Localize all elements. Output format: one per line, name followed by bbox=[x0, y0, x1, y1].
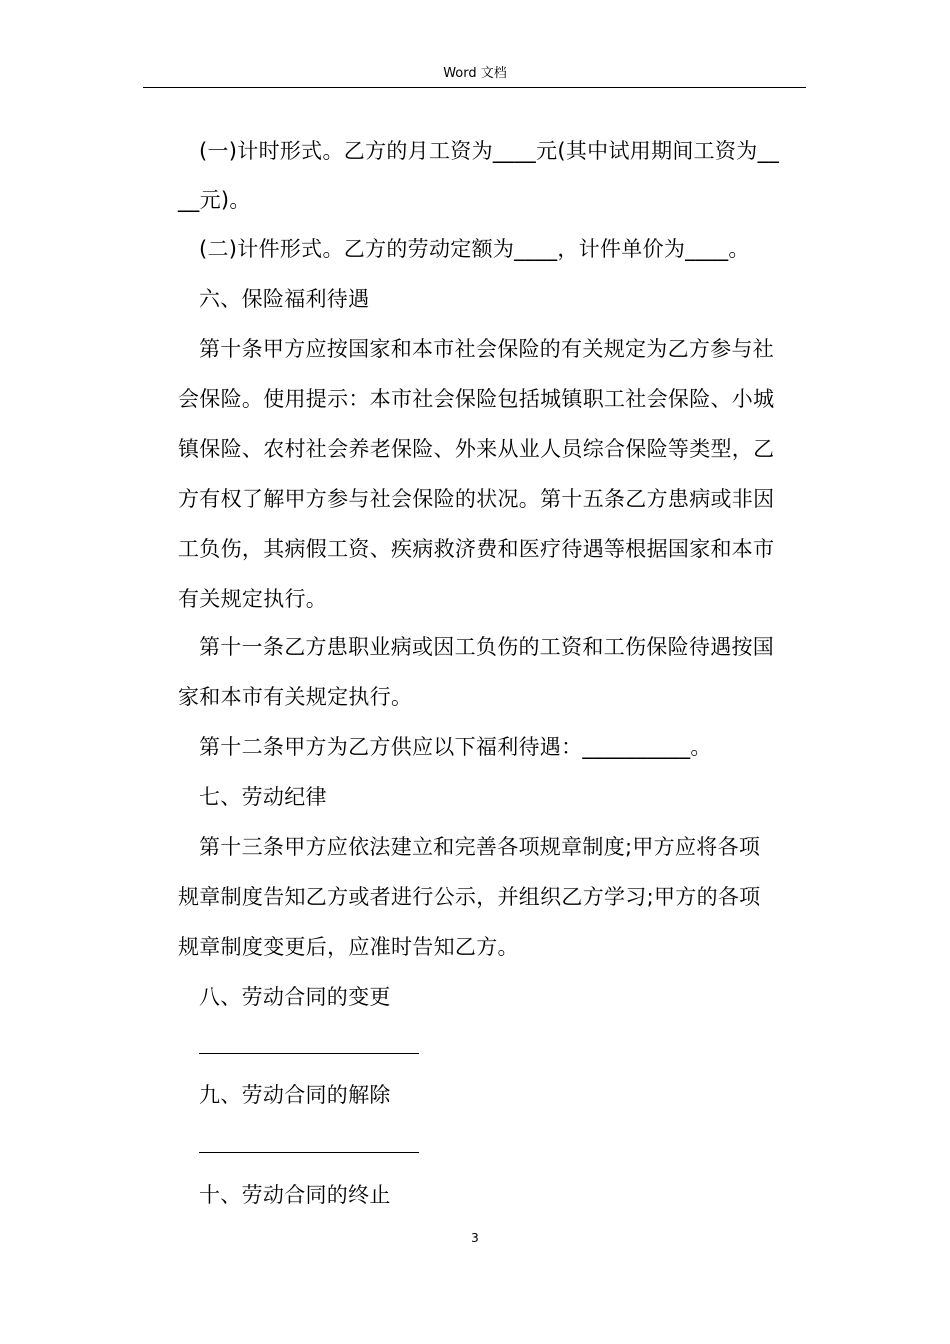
paragraph-line: 会保险。使用提示：本市社会保险包括城镇职工社会保险、小城 bbox=[178, 387, 775, 411]
page-number: 3 bbox=[471, 1231, 479, 1245]
blank-fill-line bbox=[199, 1053, 419, 1054]
header-divider bbox=[143, 87, 806, 88]
paragraph-line: 第十条甲方应按国家和本市社会保险的有关规定为乙方参与社 bbox=[199, 337, 775, 361]
page-header: Word 文档 bbox=[443, 66, 507, 81]
paragraph-line: (一)计时形式。乙方的月工资为____元(其中试用期间工资为__ bbox=[199, 139, 780, 163]
section-heading: 十、劳动合同的终止 bbox=[199, 1183, 391, 1207]
section-heading: 六、保险福利待遇 bbox=[199, 287, 370, 311]
paragraph-line: (二)计件形式。乙方的劳动定额为____，计件单价为____。 bbox=[199, 237, 750, 261]
paragraph-line: 规章制度告知乙方或者进行公示，并组织乙方学习;甲方的各项 bbox=[178, 885, 761, 909]
paragraph-line: 方有权了解甲方参与社会保险的状况。第十五条乙方患病或非因 bbox=[178, 487, 775, 511]
paragraph-line: 第十三条甲方应依法建立和完善各项规章制度;甲方应将各项 bbox=[199, 835, 761, 859]
paragraph-line: 家和本市有关规定执行。 bbox=[178, 685, 413, 709]
section-heading: 九、劳动合同的解除 bbox=[199, 1083, 391, 1107]
paragraph-line: 第十二条甲方为乙方供应以下福利待遇：__________。 bbox=[199, 735, 712, 759]
paragraph-line: 镇保险、农村社会养老保险、外来从业人员综合保险等类型，乙 bbox=[178, 437, 775, 461]
blank-fill-line bbox=[199, 1152, 419, 1153]
paragraph-line: 有关规定执行。 bbox=[178, 587, 328, 611]
paragraph-line: 工负伤，其病假工资、疾病救济费和医疗待遇等根据国家和本市 bbox=[178, 537, 775, 561]
paragraph-line: 第十一条乙方患职业病或因工负伤的工资和工伤保险待遇按国 bbox=[199, 635, 775, 659]
paragraph-line: __元)。 bbox=[178, 188, 251, 212]
paragraph-line: 规章制度变更后，应准时告知乙方。 bbox=[178, 935, 519, 959]
section-heading: 七、劳动纪律 bbox=[199, 785, 327, 809]
section-heading: 八、劳动合同的变更 bbox=[199, 985, 391, 1009]
